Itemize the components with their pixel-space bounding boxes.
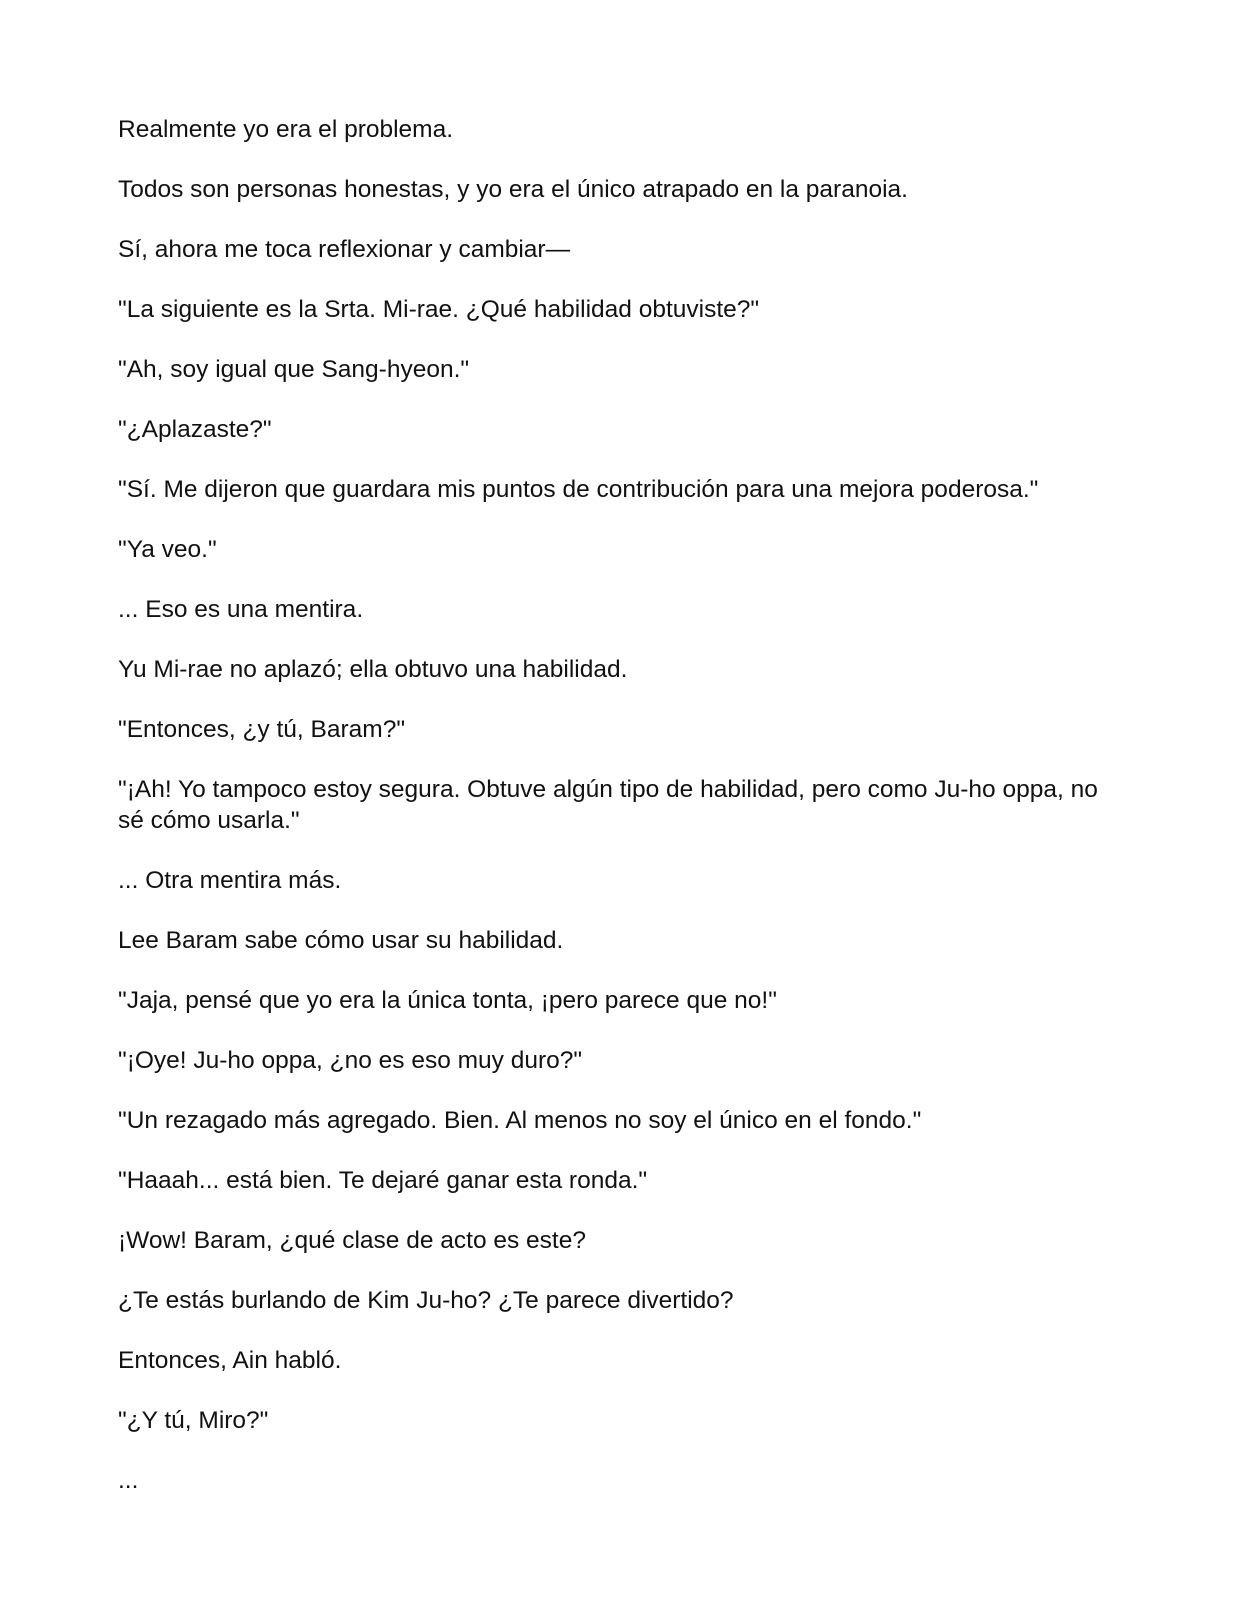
paragraph: Realmente yo era el problema. [118, 116, 454, 143]
paragraph: "¡Ah! Yo tampoco estoy segura. Obtuve algún tipo de habilidad, pero como Ju-ho oppa, no sé cómo usarla." [118, 776, 1098, 834]
paragraph: "Ah, soy igual que Sang-hyeon." [118, 356, 470, 383]
paragraph: ... Otra mentira más. [118, 867, 342, 894]
paragraph: "Ya veo." [118, 536, 217, 563]
document-body [118, 114, 1128, 1525]
paragraph: "Entonces, ¿y tú, Baram?" [118, 716, 406, 743]
paragraph: Todos son personas honestas, y yo era el único atrapado en la paranoia. [118, 176, 908, 203]
paragraph: ¡Wow! Baram, ¿qué clase de acto es este? [118, 1227, 586, 1254]
paragraph: "¿Y tú, Miro?" [118, 1407, 269, 1434]
paragraph: Yu Mi-rae no aplazó; ella obtuvo una habilidad. [118, 656, 628, 683]
paragraph: "Un rezagado más agregado. Bien. Al menos no soy el único en el fondo." [118, 1107, 922, 1134]
paragraph: Entonces, Ain habló. [118, 1347, 342, 1374]
paragraph: "La siguiente es la Srta. Mi-rae. ¿Qué habilidad obtuviste?" [118, 296, 760, 323]
paragraph: "¿Aplazaste?" [118, 416, 272, 443]
paragraph: Sí, ahora me toca reflexionar y cambiar— [118, 236, 571, 263]
paragraph: "Haaah... está bien. Te dejaré ganar esta ronda." [118, 1167, 648, 1194]
paragraph: "Sí. Me dijeron que guardara mis puntos de contribución para una mejora poderosa." [118, 476, 1039, 503]
paragraph: ... [118, 1467, 139, 1494]
paragraph: ¿Te estás burlando de Kim Ju-ho? ¿Te parece divertido? [118, 1287, 734, 1314]
paragraph: "¡Oye! Ju-ho oppa, ¿no es eso muy duro?" [118, 1047, 583, 1074]
paragraph: ... Eso es una mentira. [118, 596, 364, 623]
paragraph: "Jaja, pensé que yo era la única tonta, ¡pero parece que no!" [118, 987, 777, 1014]
paragraph: Lee Baram sabe cómo usar su habilidad. [118, 927, 564, 954]
